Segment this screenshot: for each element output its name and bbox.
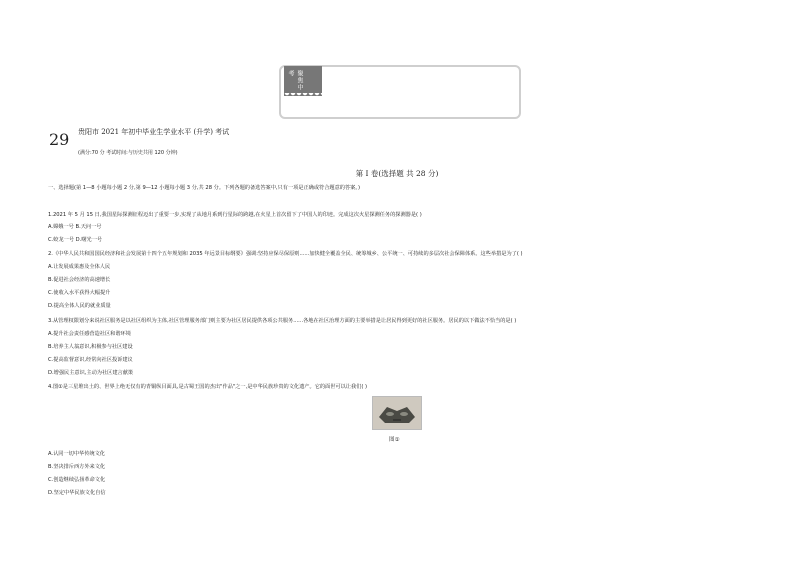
question-2-option-a: A.让发展成果惠及全体人民 — [48, 264, 111, 270]
question-2-option-d: D.提高全体人民的就业质量 — [48, 303, 111, 309]
question-3-option-c: C.提高监督意识,经常向社区投诉建议 — [48, 357, 133, 363]
banner-tag — [284, 66, 322, 96]
question-1-option-row: C.蛟龙一号 D.曙光一号 — [48, 237, 103, 243]
question-2-option-b: B.促进社会经济的高速增长 — [48, 277, 111, 283]
question-3-option-b: B.培养主人翁意识,积极参与社区建设 — [48, 344, 133, 350]
question-3-option-a: A.提升社会责任感营造社区和谐环境 — [48, 331, 131, 337]
tag-serrated-edge — [284, 93, 322, 96]
question-4-option-c: C.创造继续弘扬革命文化 — [48, 477, 106, 483]
question-1-stem: 1.2021 年 5 月 15 日,我国星际探测征程迈出了重要一步,实现了从地月系到行星际的跨越,在火星上首次留下了中国人的印迹。完成这次火星探测任务的探测器是( ) — [48, 212, 422, 218]
question-1-option-row: A.嫦娥一号 B.天问一号 — [48, 224, 102, 230]
question-3-option-d: D.增强民主意识,主动为社区建言献策 — [48, 370, 134, 376]
bronze-mask-figure — [372, 396, 422, 430]
instructions: 一、选择题(第 1—8 小题每小题 2 分,第 9—12 小题每小题 3 分,共 28 分。下列各题的备选答案中,只有一项是正确或符合题意的答案。) — [48, 185, 360, 191]
question-4-option-a: A.认同一切中华传统文化 — [48, 451, 105, 457]
exam-subtitle: (满分:70 分 考试时间:与历史共用 120 分钟) — [78, 150, 178, 156]
question-3-stem: 3.从管理权限划分来说社区服务是以社区组织为主体,社区管理服务部门则主要为社区居民提供各项公共服务......各地在社区治理方面的主要举措是让居民得到更好的社区服务。居民的以下做法不恰当的是( ) — [48, 318, 517, 324]
banner-tag-text: 聚焦中考 — [287, 70, 303, 91]
paper-number: 29 — [49, 130, 70, 149]
question-4-stem: 4.图①是三星堆出土的、世界上绝无仅有的青铜纵目面具,是古蜀王国的杰出"作品"之一,是中华民族珍贵的文化遗产。它的面世可以让我们( ) — [48, 384, 368, 390]
section-title: 第 I 卷(选择题 共 28 分) — [355, 169, 439, 178]
figure-caption: 图① — [389, 437, 400, 443]
exam-title: 贵阳市 2021 年初中毕业生学业水平 (升学) 考试 — [78, 128, 230, 136]
question-4-option-b: B.坚决排斥西方外来文化 — [48, 464, 106, 470]
question-2-stem: 2.《中华人民共和国国民经济和社会发展第十四个五年规划和 2035 年远景目标纲要》强调:坚持应保尽保原则......加快健全覆盖全民、统筹城乡、公平统一、可持续的多层次社会保障体系。这些举措是为了( ) — [48, 251, 523, 257]
question-4-option-d: D.坚定中华民族文化自信 — [48, 490, 106, 496]
question-2-option-c: C.使收入水平获得大幅提升 — [48, 290, 111, 296]
